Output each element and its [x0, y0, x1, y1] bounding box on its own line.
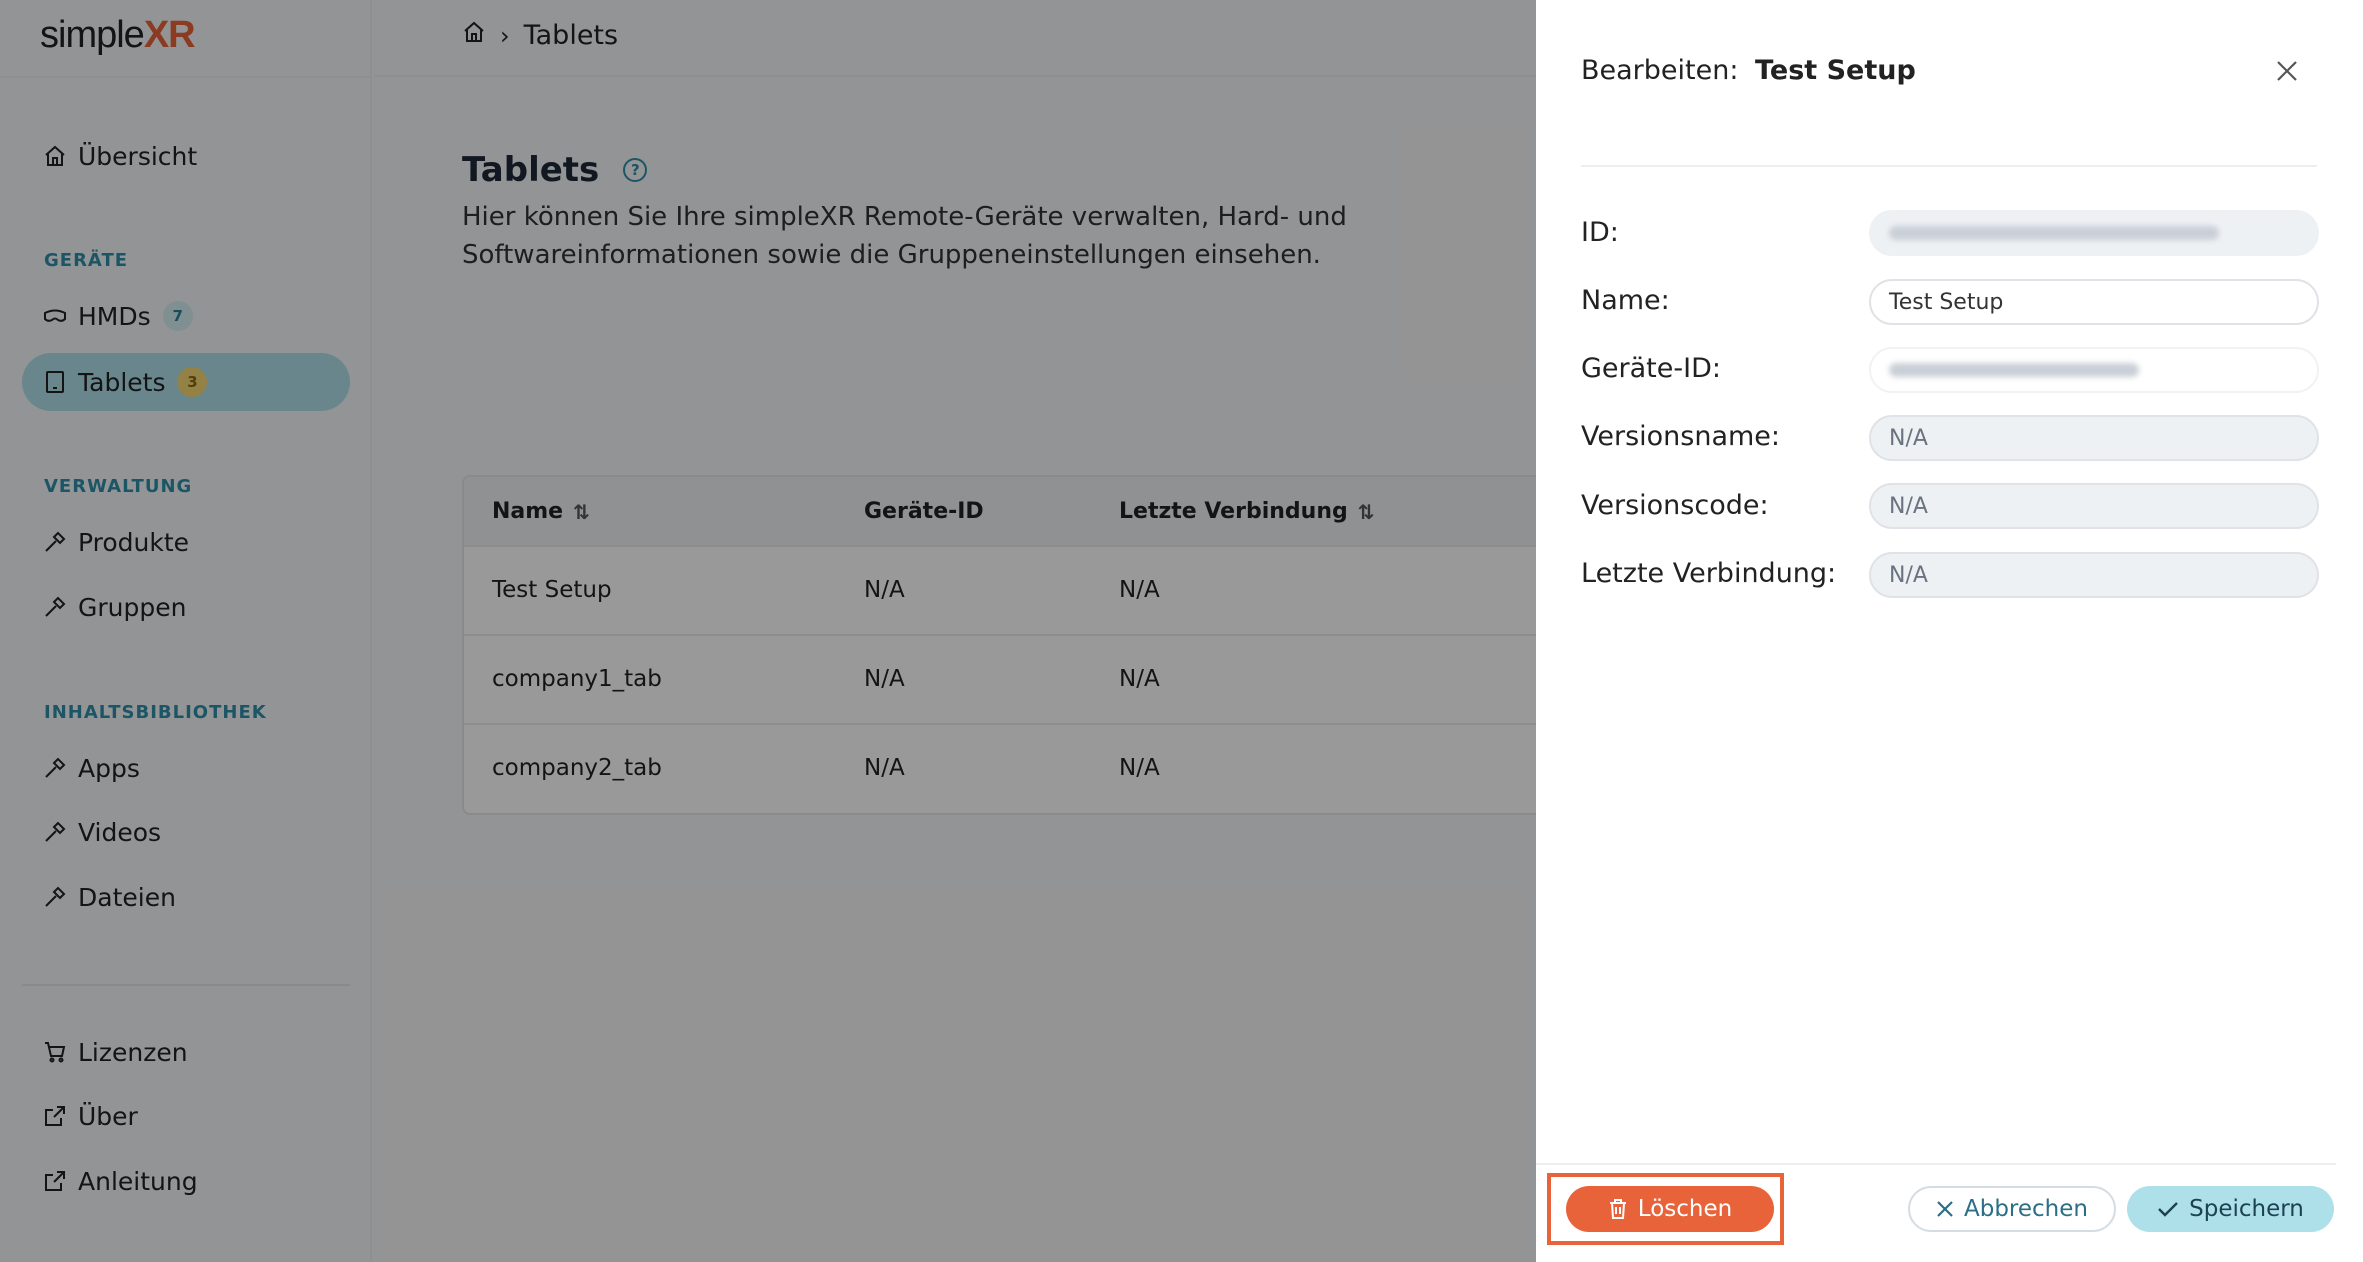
- sidebar-item-label: HMDs: [78, 301, 151, 331]
- last-connection-field: [1869, 552, 2319, 598]
- sidebar-item-label: Übersicht: [78, 141, 198, 171]
- delete-button-label: Löschen: [1637, 1196, 1733, 1222]
- sort-icon[interactable]: ⇅: [1357, 499, 1375, 524]
- cell-name: Test Setup: [492, 577, 612, 603]
- edit-drawer: [1536, 0, 2363, 1262]
- version-code-label: Versionscode:: [1581, 490, 1769, 521]
- divider: [1536, 1163, 2336, 1165]
- cell-last-connection: N/A: [1119, 577, 1160, 603]
- cell-name: company2_tab: [492, 755, 662, 781]
- help-icon[interactable]: ?: [623, 158, 647, 182]
- sidebar-item-label: Apps: [78, 753, 140, 783]
- sidebar-item-label: Über: [78, 1101, 138, 1131]
- version-code-field: [1869, 483, 2319, 529]
- redacted-value: [1889, 226, 2219, 240]
- chevron-right-icon: ›: [500, 21, 510, 50]
- device-id-field: [1869, 347, 2319, 393]
- id-label: ID:: [1581, 217, 1619, 248]
- breadcrumb-current: Tablets: [523, 20, 619, 51]
- version-name-field: [1869, 415, 2319, 461]
- logo[interactable]: simpleXR: [40, 14, 195, 56]
- id-field: [1869, 210, 2319, 256]
- page-title-text: Tablets: [462, 150, 600, 190]
- device-id-label: Geräte-ID:: [1581, 353, 1721, 384]
- sidebar-item-label: Produkte: [78, 527, 190, 557]
- version-name-label: Versionsname:: [1581, 421, 1781, 452]
- delete-button[interactable]: [1566, 1186, 1774, 1232]
- cancel-button-label: Abbrechen: [1964, 1196, 2088, 1222]
- section-label-library: INHALTSBIBLIOTHEK: [44, 702, 267, 723]
- sidebar-item-label: Lizenzen: [78, 1037, 188, 1067]
- column-label: Name: [492, 499, 564, 524]
- sidebar-item-label: Tablets: [78, 367, 166, 397]
- last-connection-label: Letzte Verbindung:: [1581, 558, 1837, 589]
- count-badge: 3: [177, 367, 207, 397]
- redacted-value: [1889, 363, 2139, 377]
- name-input[interactable]: [1869, 279, 2319, 325]
- column-label: Geräte-ID: [864, 499, 984, 524]
- sort-icon[interactable]: ⇅: [573, 499, 590, 524]
- cell-last-connection: N/A: [1119, 755, 1160, 781]
- description-line: Hier können Sie Ihre simpleXR Remote-Geräte verwalten, Hard- und: [462, 202, 1347, 232]
- close-icon[interactable]: [2272, 56, 2302, 86]
- description-line: Softwareinformationen sowie die Gruppeneinstellungen einsehen.: [462, 240, 1321, 270]
- sidebar-item-label: Gruppen: [78, 592, 187, 622]
- version-code-value: N/A: [1889, 493, 1928, 519]
- divider: [1581, 165, 2317, 167]
- last-connection-value: N/A: [1889, 562, 1928, 588]
- cell-last-connection: N/A: [1119, 666, 1160, 692]
- cell-device-id: N/A: [864, 666, 905, 692]
- cell-device-id: N/A: [864, 577, 905, 603]
- count-badge: 7: [163, 301, 193, 331]
- section-label-devices: GERÄTE: [44, 250, 129, 271]
- cell-device-id: N/A: [864, 755, 905, 781]
- save-button-label: Speichern: [2189, 1196, 2304, 1222]
- trash-icon: [1608, 1198, 1628, 1220]
- name-value: Test Setup: [1889, 289, 2004, 315]
- drawer-title-prefix: Bearbeiten:: [1581, 55, 1739, 86]
- version-name-value: N/A: [1889, 425, 1928, 451]
- sidebar-item-label: Videos: [78, 817, 162, 847]
- save-button[interactable]: [2127, 1186, 2334, 1232]
- drawer-title-name: Test Setup: [1755, 55, 1916, 86]
- column-label: Letzte Verbindung: [1119, 499, 1348, 524]
- cancel-button[interactable]: [1908, 1186, 2116, 1232]
- name-label: Name:: [1581, 285, 1670, 316]
- cell-name: company1_tab: [492, 666, 662, 692]
- check-icon: [2157, 1200, 2179, 1218]
- drawer-title: [1581, 55, 1916, 86]
- section-label-admin: VERWALTUNG: [44, 476, 193, 497]
- sidebar-item-label: Anleitung: [78, 1166, 198, 1196]
- sidebar-item-label: Dateien: [78, 882, 176, 912]
- close-icon: [1936, 1200, 1954, 1218]
